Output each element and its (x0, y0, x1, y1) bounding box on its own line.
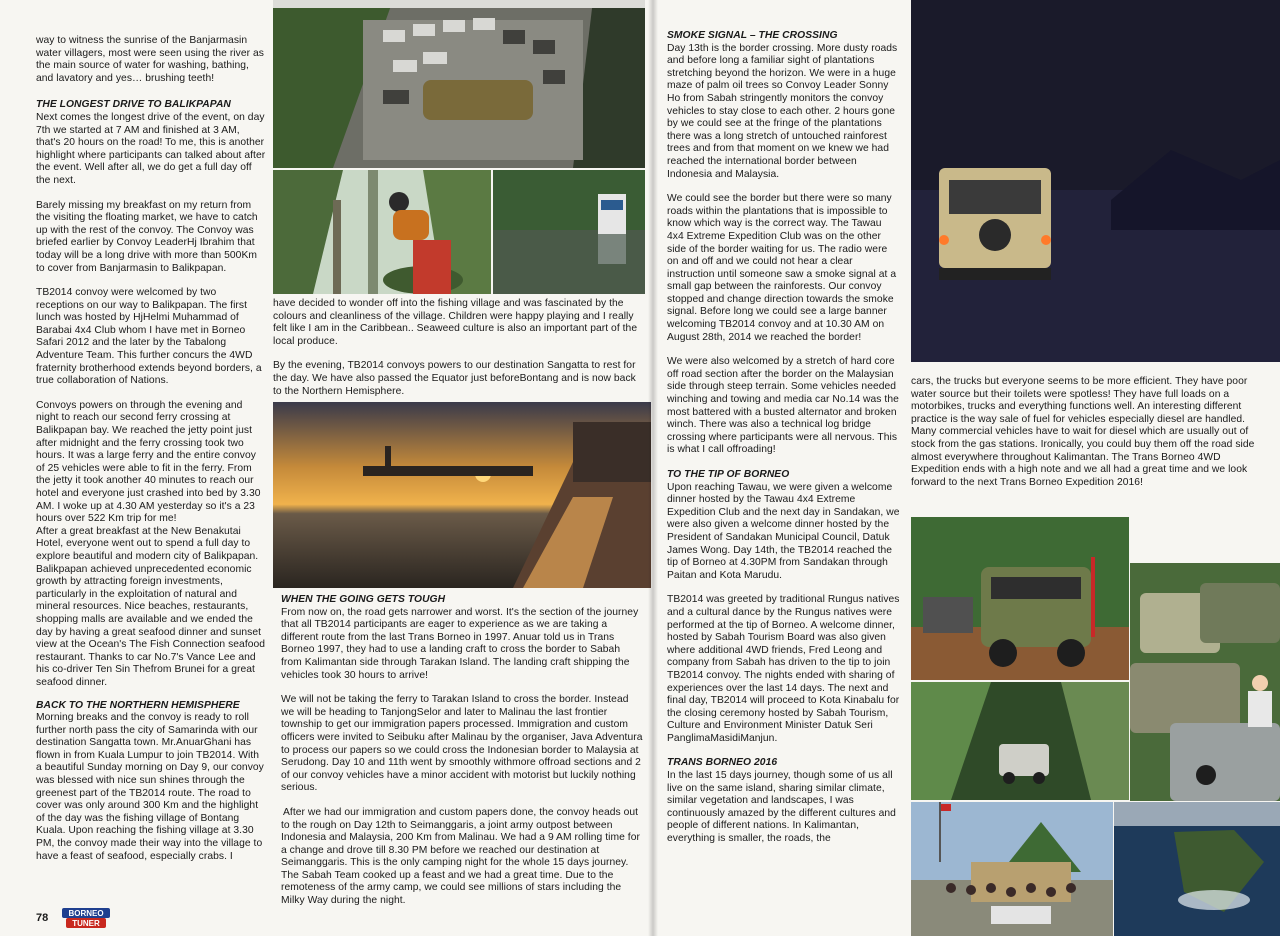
paragraph: From now on, the road gets narrower and worst. It's the section of the journey that all TB2014 participants are eager to experience as we are taking a different route from the last Trans Borneo in 1997. Anuar told us in Trans Borneo 1997, they had to use a landing craft to cross the border to Sabah from Kalimantan side through Tarakan Island. The landing craft shipping the vehicles took 30 hours to arrive! (281, 606, 639, 681)
section-heading-longest-drive: THE LONGEST DRIVE TO BALIKPAPAN (36, 99, 231, 111)
paragraph: In the last 15 days journey, though some of us all live on the same island, sharing similar climate, similar vegetation and landscapes, I was continuously amazed by the different cultures and people of different nations. In Kalimantan, everything is smaller, the roads, the (667, 770, 896, 845)
paragraph: We were also welcomed by a stretch of hard core off road section after the border on the Malaysian side through steep terrain. Some vehicles needed winching and towing and media car No.14 was the most battered with a busted alternator and broken winch. There was also a technical log bridge crossing where participants were all nervous. This is what I call offroading! (667, 356, 899, 456)
page-gutter (648, 0, 658, 936)
magazine-logo (62, 906, 110, 930)
text-column-4 (911, 376, 1263, 501)
paragraph: Next comes the longest drive of the event, on day 7th we started at 7 AM and finished at 3 AM, that's 20 hours on the road! To me, this is another highlight where participants can talked about after the event. Well after all, we do get a full day off the next. (36, 111, 266, 186)
svg-text:BORNEO: BORNEO (68, 909, 104, 918)
paragraph: have decided to wonder off into the fishing village and was fascinated by the colours and cleanliness of the village. Children were happy playing and I really felt like I am in the Caribbean.. Seaweed culture is also an important part of the local produce. (273, 298, 638, 347)
photo-night-4x4 (911, 0, 1280, 362)
page-number: 78 (36, 912, 49, 924)
paragraph: Barely missing my breakfast on my return from the visiting the floating market, we have to catch up with the rest of the convoy. The Convoy was briefed earlier by Convoy LeaderHj Ibrahim that today will be a long drive with more than 500Km to cover from Banjarmasin to Balikpapan. (36, 199, 258, 274)
photo-convoy-group-aerial (273, 0, 645, 168)
photo-river-boat (493, 170, 645, 294)
photo-forest-track (911, 682, 1129, 800)
section-heading-trans-borneo-2016: TRANS BORNEO 2016 (667, 757, 778, 769)
text-column-1 (36, 35, 266, 875)
section-heading-northern-hemisphere: BACK TO THE NORTHERN HEMISPHERE (36, 699, 240, 711)
paragraph: way to witness the sunrise of the Banjarmasin water villagers, most were seen using the river as the main source of water for washing, bathing, and lavatory and yes… brushing teeth! (36, 35, 264, 84)
photo-group-tip-of-borneo (911, 802, 1113, 936)
paragraph: After we had our immigration and custom papers done, the convoy heads out to the rough on Day 12th to Seimanggaris, a joint army outpost between Indonesia and Malaysia, 200 Km from Malinau. We had a 9 AM rolling time for a change and drove till 8.30 PM before we reached our destination at Seimanggaris. This is the only camping night for the whole 15 days journey. The Sabah Team cooked up a feast and we had a great time. Due to the remoteness of the army camp, we could see millions of stars including the Milky Way during the night. (281, 806, 640, 907)
section-heading-going-tough: WHEN THE GOING GETS TOUGH (281, 594, 446, 605)
paragraph: By the evening, TB2014 convoys powers to our destination Sangatta to rest for the day. We have also passed the Equator just beforeBontang and is now back to the Northern Hemisphere. (273, 360, 636, 397)
paragraph: Morning breaks and the convoy is ready to roll further north pass the city of Samarinda with our destination Sangatta town. Mr.AnuarGhani has flown in from Kuala Lumpur to join TB2014. With a beautiful Sunday morning on Day 9, our convoy was blessed with nice sun shines through the greenest part of the TB2014 route. The road to cover was only around 300 Km and the highlight of the day was the fishing village of Bontang Kuala. Upon reaching the fishing village at 3.30 PM, the convoy made their way into the village to have a feast of seafood, especially crabs. I (36, 712, 264, 862)
photo-sunset-jetty (273, 402, 651, 588)
paragraph: Day 13th is the border crossing. More dusty roads and before long a familiar sight of plantations stretching beyond the horizon. We were in a huge maze of palm oil trees so Convoy Leader Sonny Ho from Sabah stringently monitors the convoy vehicles to stay close to each other. 2 hours gone by we could see at the fringe of the plantations there was a long stretch of untouched rainforest trees and from that moment on we knew we had reached the international border between Indonesia and Malaysia. (667, 42, 898, 180)
paragraph: Upon reaching Tawau, we were given a welcome dinner hosted by the Tawau 4x4 Extreme Expedition Club and the next day in Sandakan, we were also given a welcome dinner hosted by the President of Sandakan Municipal Council, Datuk James Wong. Day 14th, the TB2014 reached the tip of Borneo at 4.30PM from Sandakan through Paitan and Kota Marudu. (667, 481, 900, 581)
paragraph: Convoys powers on through the evening and night to reach our second ferry crossing at Balikpapan bay. We reached the jetty point just after midnight and the ferry crossing took two hours. It was a large ferry and the entire convoy of 25 vehicles were able to fit in the ferry. From the jetty it took another 40 minutes to reach our hotel and everyone just crashed into bed by 3.30 AM. I woke up at 4.30 AM yesterday so it's a 23 hours over 522 Km trip for me! (36, 399, 261, 525)
paragraph: TB2014 convoy were welcomed by two receptions on our way to Balikpapan. The first lunch was hosted by HjHelmi Muhammad of Barabai 4x4 Club whom I have met in Borneo Safari 2012 and the later by the Tabalong Adventure Team. This further concurs the 4WD fraternity brotherhood extends beyond borders, a true collaboration of Nations. (36, 287, 262, 387)
text-column-2-bottom (281, 594, 643, 920)
paragraph: cars, the trucks but everyone seems to be more efficient. They have poor water source but their toilets were spotless! They have full loads on a motorbikes, trucks and everything functions well. An interesting different practice is the way sale of fuel for vehicles especially diesel are handled. Many commercial vehicles have to wait for diesel which are usually out of stock from the gas stations. Ironically, you could buy them off the road side almost everywhere throughout Kalimantan. The Trans Borneo 4WD Expedition ends with a high note and we all had a great time and we look forward to the next Trans Borneo Expedition 2016! (911, 376, 1255, 488)
section-heading-smoke-signal: SMOKE SIGNAL – THE CROSSING (667, 30, 838, 41)
paragraph: We could see the border but there were so many roads within the plantations that is impossible to know which way is the correct way. The Tawau 4x4 Extreme Expedition Club was on the other side of the border waiting for us. The radio were on and off and we could not hear a clear instruction until someone saw a smoke signal at a small gap between the rainforests. Our convoy stopped and change direction towards the smoke signal. Before long we could see a large banner welcoming TB2014 convoy and at 10.30 AM on August 28th, 2014 we reached the border! (667, 193, 897, 343)
photo-vehicles-lined (1130, 563, 1280, 801)
text-column-3 (667, 30, 901, 858)
paragraph: TB2014 was greeted by traditional Rungus natives and a cultural dance by the Rungus natives were performed at the tip of Borneo. A welcome dinner, hosted by Sabah Tourism Board was also given where additional 4WD friends, Fred Leong and company from Sabah has driven to the tip to join TB2014 convoy. The nights ended with sharing of experiences over the last 14 days. The next and final day, TB2014 will proceed to Kota Kinabalu for the closing ceremony hosted by Sabah Tourism, Culture and Environment Minister Datuk Seri PanglimaMasidiManjun. (667, 594, 900, 744)
svg-text:TUNER: TUNER (72, 919, 100, 928)
photo-coastline-tip (1114, 802, 1280, 936)
text-column-2-top (273, 298, 645, 410)
photo-hiker-forest (273, 170, 491, 294)
paragraph: After a great breakfast at the New Benakutai Hotel, everyone went out to spend a full day to explore beautiful and modern city of Balikpapan. Balikpapan achieved unprecedented economic growth by attracting foreign investments, particularly in the exploitation of natural and mineral resources. Nice beaches, restaurants, shopping malls are available and we ended the day by having a great seafood dinner and sunset view at the Ocean's The Fish Connection seafood restaurant. Thanks to car No.7's Vance Lee and his co-driver Ten Sin Thefrom Brunei for a great seafood dinner. (36, 525, 266, 688)
photo-convoy-jungle (911, 517, 1129, 680)
paragraph: We will not be taking the ferry to Tarakan Island to cross the border. Instead we will be heading to TanjongSelor and later to Malinau the last frontier township to get our immigration papers processed. Immigration and custom officers were invited to Seibuku after Malinau by the organiser, Java Adventura to process our papers so we could cross the Indonesian border to Malaysia at Serudong. Day 10 and 11th went by smoothly withmore offroad sections and 2 of our convoy vehicles have a minor accident with motorist but luckily nothing serious. (281, 694, 643, 794)
section-heading-tip-of-borneo: TO THE TIP OF BORNEO (667, 469, 790, 480)
